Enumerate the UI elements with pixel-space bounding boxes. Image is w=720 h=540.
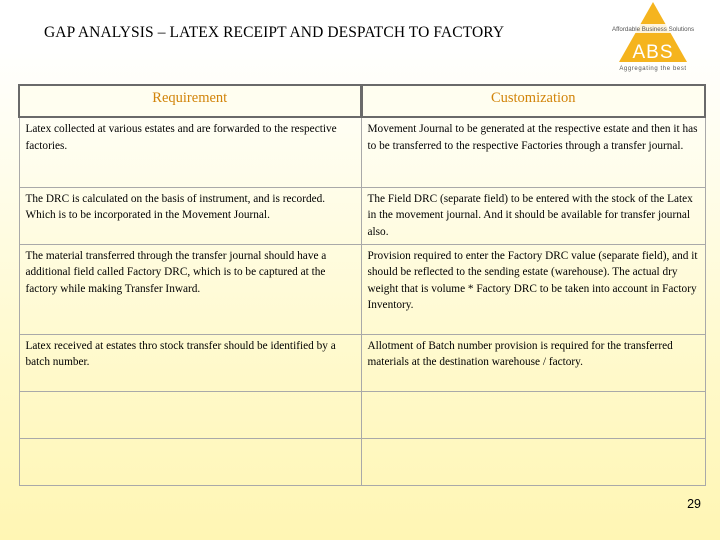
table-row	[19, 334, 705, 391]
customization-cell: Provision required to enter the Factory DRC value (separate field), and it should be reflected to the sending estate (warehouse). The actual dry weight that is volume * Factory DRC to be taken into account in Factory Inventory.	[361, 244, 705, 334]
customization-cell: The Field DRC (separate field) to be entered with the stock of the Latex in the movement journal. And it should be available for transfer journal also.	[361, 187, 705, 244]
table-row	[19, 117, 705, 187]
abs-logo	[603, 0, 703, 76]
requirement-cell: The DRC is calculated on the basis of instrument, and is recorded. Which is to be incorporated in the Movement Journal.	[19, 187, 361, 244]
slide-title: GAP ANALYSIS – LATEX RECEIPT AND DESPATCH TO FACTORY	[44, 24, 505, 41]
requirement-cell	[19, 391, 361, 438]
table-row	[19, 187, 705, 244]
customization-cell: Allotment of Batch number provision is required for the transferred materials at the destination warehouse / factory.	[361, 334, 705, 391]
table-row	[19, 438, 705, 485]
logo-tagline-bottom: Aggregating the best	[619, 66, 687, 72]
gap-analysis-table	[18, 84, 706, 486]
page-number: 29	[687, 497, 701, 511]
header-requirement: Requirement	[19, 85, 361, 117]
table-row	[19, 391, 705, 438]
logo-letters: ABS	[632, 42, 674, 63]
table-row	[19, 244, 705, 334]
header-customization: Customization	[361, 85, 705, 117]
requirement-cell: The material transferred through the transfer journal should have a additional field called Factory DRC, which is to be captured at the factory while making Transfer Inward.	[19, 244, 361, 334]
abs-logo-graphic	[603, 0, 703, 76]
requirement-cell: Latex received at estates thro stock transfer should be identified by a batch number.	[19, 334, 361, 391]
requirement-cell: Latex collected at various estates and are forwarded to the respective factories.	[19, 117, 361, 187]
customization-cell: Movement Journal to be generated at the respective estate and then it has to be transferred to the respective Factories through a transfer journal.	[361, 117, 705, 187]
logo-tagline-top: Affordable Business Solutions	[611, 26, 695, 33]
customization-cell	[361, 391, 705, 438]
requirement-cell	[19, 438, 361, 485]
customization-cell	[361, 438, 705, 485]
table-header-row	[19, 85, 705, 117]
